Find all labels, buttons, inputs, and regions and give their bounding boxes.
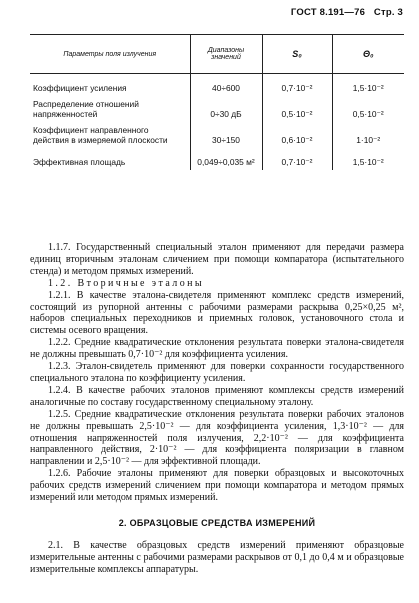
row-parameter: Коэффициент направленного действия в измеряемой плоскости <box>33 125 168 145</box>
column-header-parameters: Параметры поля излучения <box>30 35 190 74</box>
paragraph-1-2-4: 1.2.4. В качестве рабочих эталонов применяют комплексы средств измерений аналогичные по составу государственному специальному эталону. <box>30 384 404 408</box>
table-row <box>30 148 404 170</box>
paragraph-1-2-5: 1.2.5. Средние квадратические отклонения результата поверки рабочих эталонов не должны превышать 2,5·10⁻² — для коэффициента усиления, 1,3·10⁻² — для отношения напряженностей поля излучения, 2,2·10⁻² — для коэффициента направленного действия, 2·10⁻² — для коэффициента поляризации в главном направлении и 2,5·10⁻² — для эффективной площади. <box>30 408 404 468</box>
row-theta0: 1,5·10⁻² <box>332 74 404 97</box>
body-text <box>30 242 404 576</box>
table-row <box>30 122 404 148</box>
row-range: 0÷30 дБ <box>190 96 262 122</box>
section-heading: 2. ОБРАЗЦОВЫЕ СРЕДСТВА ИЗМЕРЕНИЙ <box>118 517 316 528</box>
page-header <box>285 7 403 18</box>
subsection-heading-secondary-standards: 1.2. Вторичные эталоны <box>48 277 204 289</box>
row-parameter: Эффективная площадь <box>33 157 126 167</box>
column-header-s0: S₀ <box>262 35 332 74</box>
column-header-ranges: Диапазоны значений <box>190 35 262 74</box>
document-code: ГОСТ 8.191—76 <box>290 7 366 18</box>
row-theta0: 1,5·10⁻² <box>332 148 404 170</box>
table-header-row <box>30 35 404 74</box>
row-s0: 0,6·10⁻² <box>262 122 332 148</box>
table-row <box>30 74 404 97</box>
row-s0: 0,5·10⁻² <box>262 96 332 122</box>
paragraph-1-2-2: 1.2.2. Средние квадратические отклонения результата поверки эталона-свидетеля не должны превышать 0,7·10⁻² для коэффициента усиления. <box>30 337 404 361</box>
paragraph-1-1-7: 1.1.7. Государственный специальный эталон применяют для передачи размера единиц вторичным эталонам сличением при помощи компаратора (испытательного стенда) и методом прямых измерений. <box>30 242 404 277</box>
row-range: 0,049÷0,035 м² <box>190 148 262 170</box>
row-s0: 0,7·10⁻² <box>262 148 332 170</box>
row-s0: 0,7·10⁻² <box>262 74 332 97</box>
paragraph-1-2-6: 1.2.6. Рабочие эталоны применяют для поверки образцовых и высокоточных рабочих средств измерений сличением при помощи компаратора и методом прямых измерений или методом прямых измерений. <box>30 468 404 504</box>
row-theta0: 0,5·10⁻² <box>332 96 404 122</box>
row-parameter: Коэффициент усиления <box>33 83 127 93</box>
column-header-theta0: Θ₀ <box>332 35 404 74</box>
row-range: 40÷600 <box>190 74 262 97</box>
paragraph-1-2-3: 1.2.3. Эталон-свидетель применяют для поверки сохранности государственного специального эталона по коэффициенту усиления. <box>30 361 404 384</box>
table-row <box>30 96 404 122</box>
parameters-table <box>30 34 404 170</box>
row-parameter: Распределение отношений напряженностей <box>33 99 139 119</box>
paragraph-2-1: 2.1. В качестве образцовых средств измерений применяют образцовые измерительные антенны с рабочими размерами раскрывов от 0,1 до 0,4 м и образцовые измерительные комплексы аппаратуры. <box>30 539 404 575</box>
row-theta0: 1·10⁻² <box>332 122 404 148</box>
page-number: Стр. 3 <box>373 7 403 18</box>
paragraph-1-2-1: 1.2.1. В качестве эталона-свидетеля применяют комплекс средств измерений, состоящий из рупорной антенны с рабочими размерами раскрыва 0,25×0,25 м², наборов специальных переходников и приемных головок, установочного стола и системы осевого вращения. <box>30 289 404 337</box>
row-range: 30÷150 <box>190 122 262 148</box>
